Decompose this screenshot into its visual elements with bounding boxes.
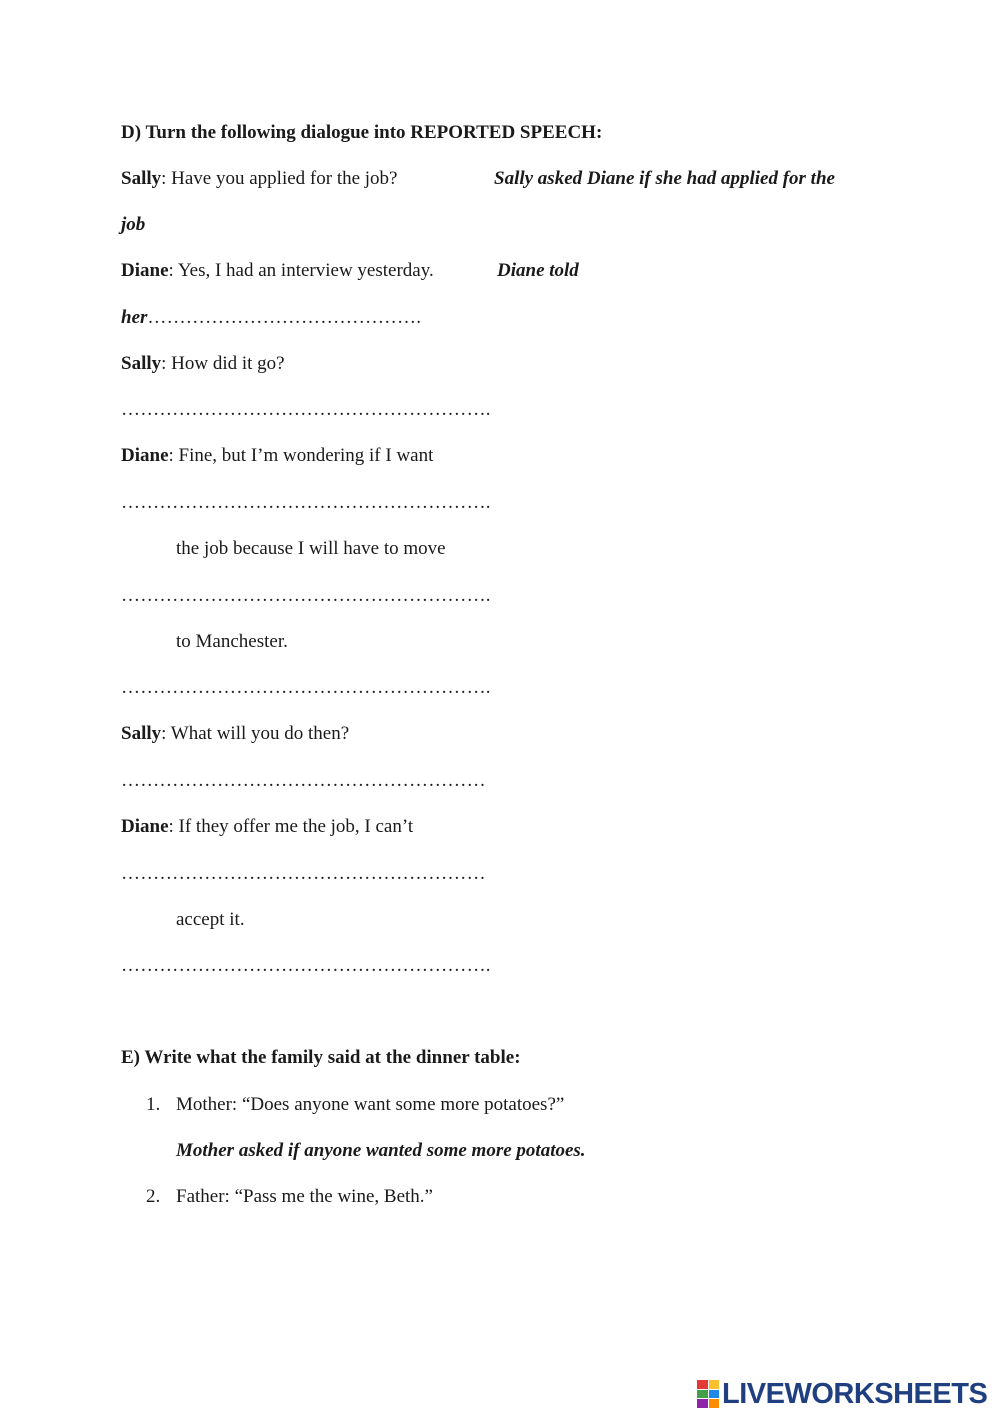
- dialogue-text: : Have you applied for the job?: [161, 168, 398, 189]
- answer-blank[interactable]: ………………………………………………….: [121, 677, 491, 698]
- dialogue-text: : Yes, I had an interview yesterday.: [168, 260, 434, 281]
- answer-text-2-continued: her: [121, 307, 148, 328]
- list-item-text: Father: “Pass me the wine, Beth.”: [176, 1186, 433, 1207]
- dialogue-text: : What will you do then?: [161, 723, 350, 744]
- dialogue-continuation: the job because I will have to move: [176, 538, 446, 559]
- speaker-name: Diane: [121, 445, 169, 466]
- speaker-name: Sally: [121, 353, 162, 374]
- list-item-number: 1.: [146, 1094, 161, 1115]
- section-e-heading: E) Write what the family said at the dinner table:: [121, 1047, 521, 1068]
- answer-blank[interactable]: ………………………………………………….: [121, 955, 491, 976]
- answer-blank[interactable]: …………………………………………………: [121, 770, 486, 791]
- answer-line-2[interactable]: [121, 306, 421, 330]
- dialogue-text: : Fine, but I’m wondering if I want: [168, 445, 434, 466]
- logo-text: LIVEWORKSHEETS: [722, 1378, 988, 1410]
- dialogue-text: : How did it go?: [161, 353, 285, 374]
- answer-blank[interactable]: ………………………………………………….: [121, 585, 491, 606]
- answer-text-1-continued[interactable]: job: [121, 214, 146, 235]
- answer-text-1[interactable]: Sally asked Diane if she had applied for the: [494, 168, 835, 189]
- dialogue-continuation: to Manchester.: [176, 631, 288, 652]
- speaker-name: Sally: [121, 168, 162, 189]
- dialogue-line-1: [121, 167, 398, 191]
- speaker-name: Diane: [121, 260, 169, 281]
- list-item-text: Mother: “Does anyone want some more potatoes?”: [176, 1094, 565, 1115]
- answer-text-e1[interactable]: Mother asked if anyone wanted some more potatoes.: [176, 1140, 586, 1161]
- dialogue-line-6: [121, 815, 413, 839]
- logo-blocks-icon: [697, 1380, 719, 1408]
- answer-blank[interactable]: ………………………………………………….: [121, 492, 491, 513]
- section-d-heading: D) Turn the following dialogue into REPORTED SPEECH:: [121, 122, 603, 143]
- dialogue-text: : If they offer me the job, I can’t: [168, 816, 414, 837]
- liveworksheets-logo: [697, 1377, 987, 1411]
- answer-text-2[interactable]: Diane told: [497, 260, 579, 281]
- dialogue-line-4: [121, 444, 433, 468]
- speaker-name: Diane: [121, 816, 169, 837]
- answer-blank[interactable]: ………………………………………………….: [121, 399, 491, 420]
- answer-dots: …………………………………….: [147, 307, 422, 328]
- dialogue-line-2: [121, 259, 434, 283]
- speaker-name: Sally: [121, 723, 162, 744]
- dialogue-line-3: [121, 352, 285, 376]
- answer-blank[interactable]: …………………………………………………: [121, 863, 486, 884]
- dialogue-continuation: accept it.: [176, 909, 245, 930]
- dialogue-line-5: [121, 722, 349, 746]
- list-item-number: 2.: [146, 1186, 161, 1207]
